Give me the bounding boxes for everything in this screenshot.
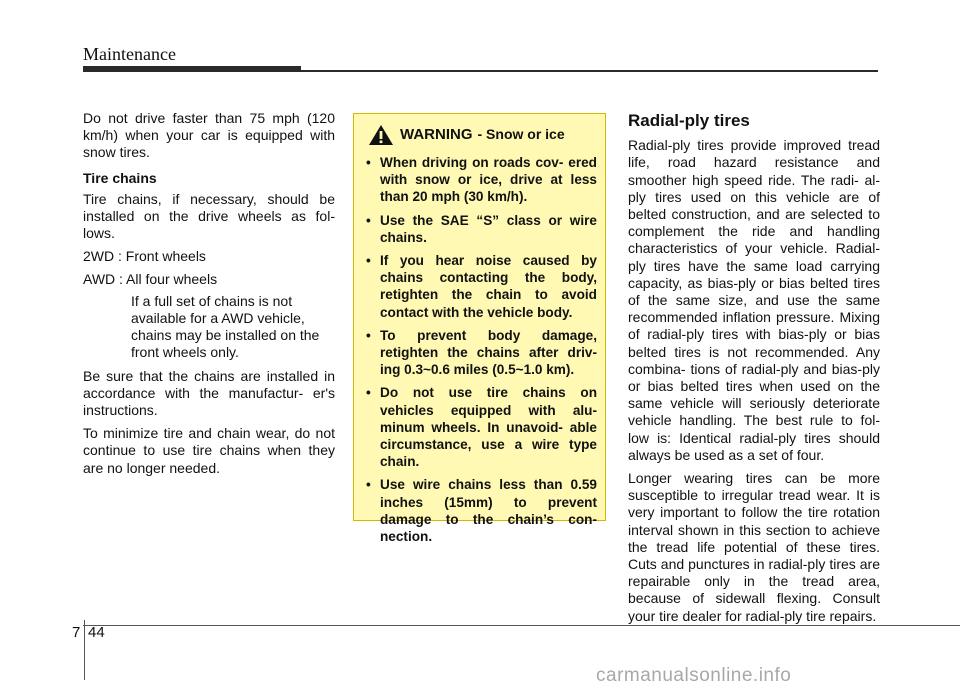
chains-wear-text: To minimize tire and chain wear, do not continue to use tire chains when they are no longer needed.: [83, 425, 335, 476]
watermark: carmanualsonline.info: [596, 665, 792, 686]
right-column: [628, 110, 880, 631]
warning-subtitle: - Snow or ice: [477, 126, 565, 143]
left-column: [83, 110, 335, 483]
header-rule-thick: [83, 66, 301, 72]
radial-ply-text-1: Radial-ply tires provide improved tread life, road hazard resistance and smoother high speed ride. The radi- al-ply tires used on this vehicle are of belted construction, and are selected to complement the ride and handling characteristics of your vehicle. Radial-ply tires have the same load carrying capacity, as bias-ply or bias belted tires of the same size, and use the same recommended inflation pressure. Mixing of radial-ply tires with bias-ply or bias belted tires is not recommended. Any combina- tions of radial-ply and bias-ply or bias belted tires when used on the same vehicle will seriously deteriorate vehicle handling. The best rule to fol- low is: Identical radial-ply tires should always be used as a set of four.: [628, 137, 880, 463]
page-header-title: Maintenance: [83, 44, 176, 64]
chains-awd-note: If a full set of chains is not available for a AWD vehicle, chains may be installed on the front wheels only.: [131, 292, 320, 361]
warning-item: • Do not use tire chains on vehicles equipped with alu- minum wheels. In unavoid- able circumstance, use a wire type chain.: [362, 384, 597, 470]
page-number: 44: [88, 624, 105, 641]
warning-heading: [368, 124, 597, 146]
chains-2wd-line: 2WD : Front wheels: [83, 248, 206, 265]
tire-chains-heading: Tire chains: [83, 169, 157, 186]
warning-item: • Use the SAE “S” class or wire chains.: [362, 212, 597, 246]
footer-divider: [84, 620, 85, 680]
warning-item: • If you hear noise caused by chains contacting the body, retighten the chain to avoid contact with the vehicle body.: [362, 252, 597, 321]
snow-ice-warning-box: [353, 113, 606, 545]
warning-item: • Use wire chains less than 0.59 inches (15mm) to prevent damage to the chain’s con- nection.: [362, 476, 597, 545]
warning-item: • To prevent body damage, retighten the chains after driv- ing 0.3~0.6 miles (0.5~1.0 km).: [362, 327, 597, 379]
section-number: 7: [72, 624, 81, 641]
header-rule-thin: [301, 70, 878, 72]
warning-list: [362, 154, 597, 545]
warning-triangle-icon: [368, 124, 394, 146]
snow-tire-speed-text: Do not drive faster than 75 mph (120 km/h) when your car is equipped with snow tires.: [83, 110, 335, 161]
warning-item: • When driving on roads cov- ered with snow or ice, drive at less than 20 mph (30 km/h).: [362, 154, 597, 206]
chains-awd-line: AWD : All four wheels: [83, 270, 218, 287]
footer-rule: [83, 625, 960, 626]
chains-install-text: Be sure that the chains are installed in accordance with the manufactur- er's instructions.: [83, 367, 335, 419]
warning-word: WARNING: [400, 126, 473, 144]
tire-chains-intro: Tire chains, if necessary, should be installed on the drive wheels as fol- lows.: [83, 190, 335, 242]
radial-ply-heading: Radial-ply tires: [628, 111, 750, 130]
radial-ply-text-2: Longer wearing tires can be more susceptible to irregular tread wear. It is very important to follow the tire rotation interval shown in this section to achieve the tread life potential of these tires. Cuts and punctures in radial-ply tires are repairable only in the tread area, because of sidewall flexing. Consult your tire dealer for radial-ply tire repairs.: [628, 470, 880, 624]
